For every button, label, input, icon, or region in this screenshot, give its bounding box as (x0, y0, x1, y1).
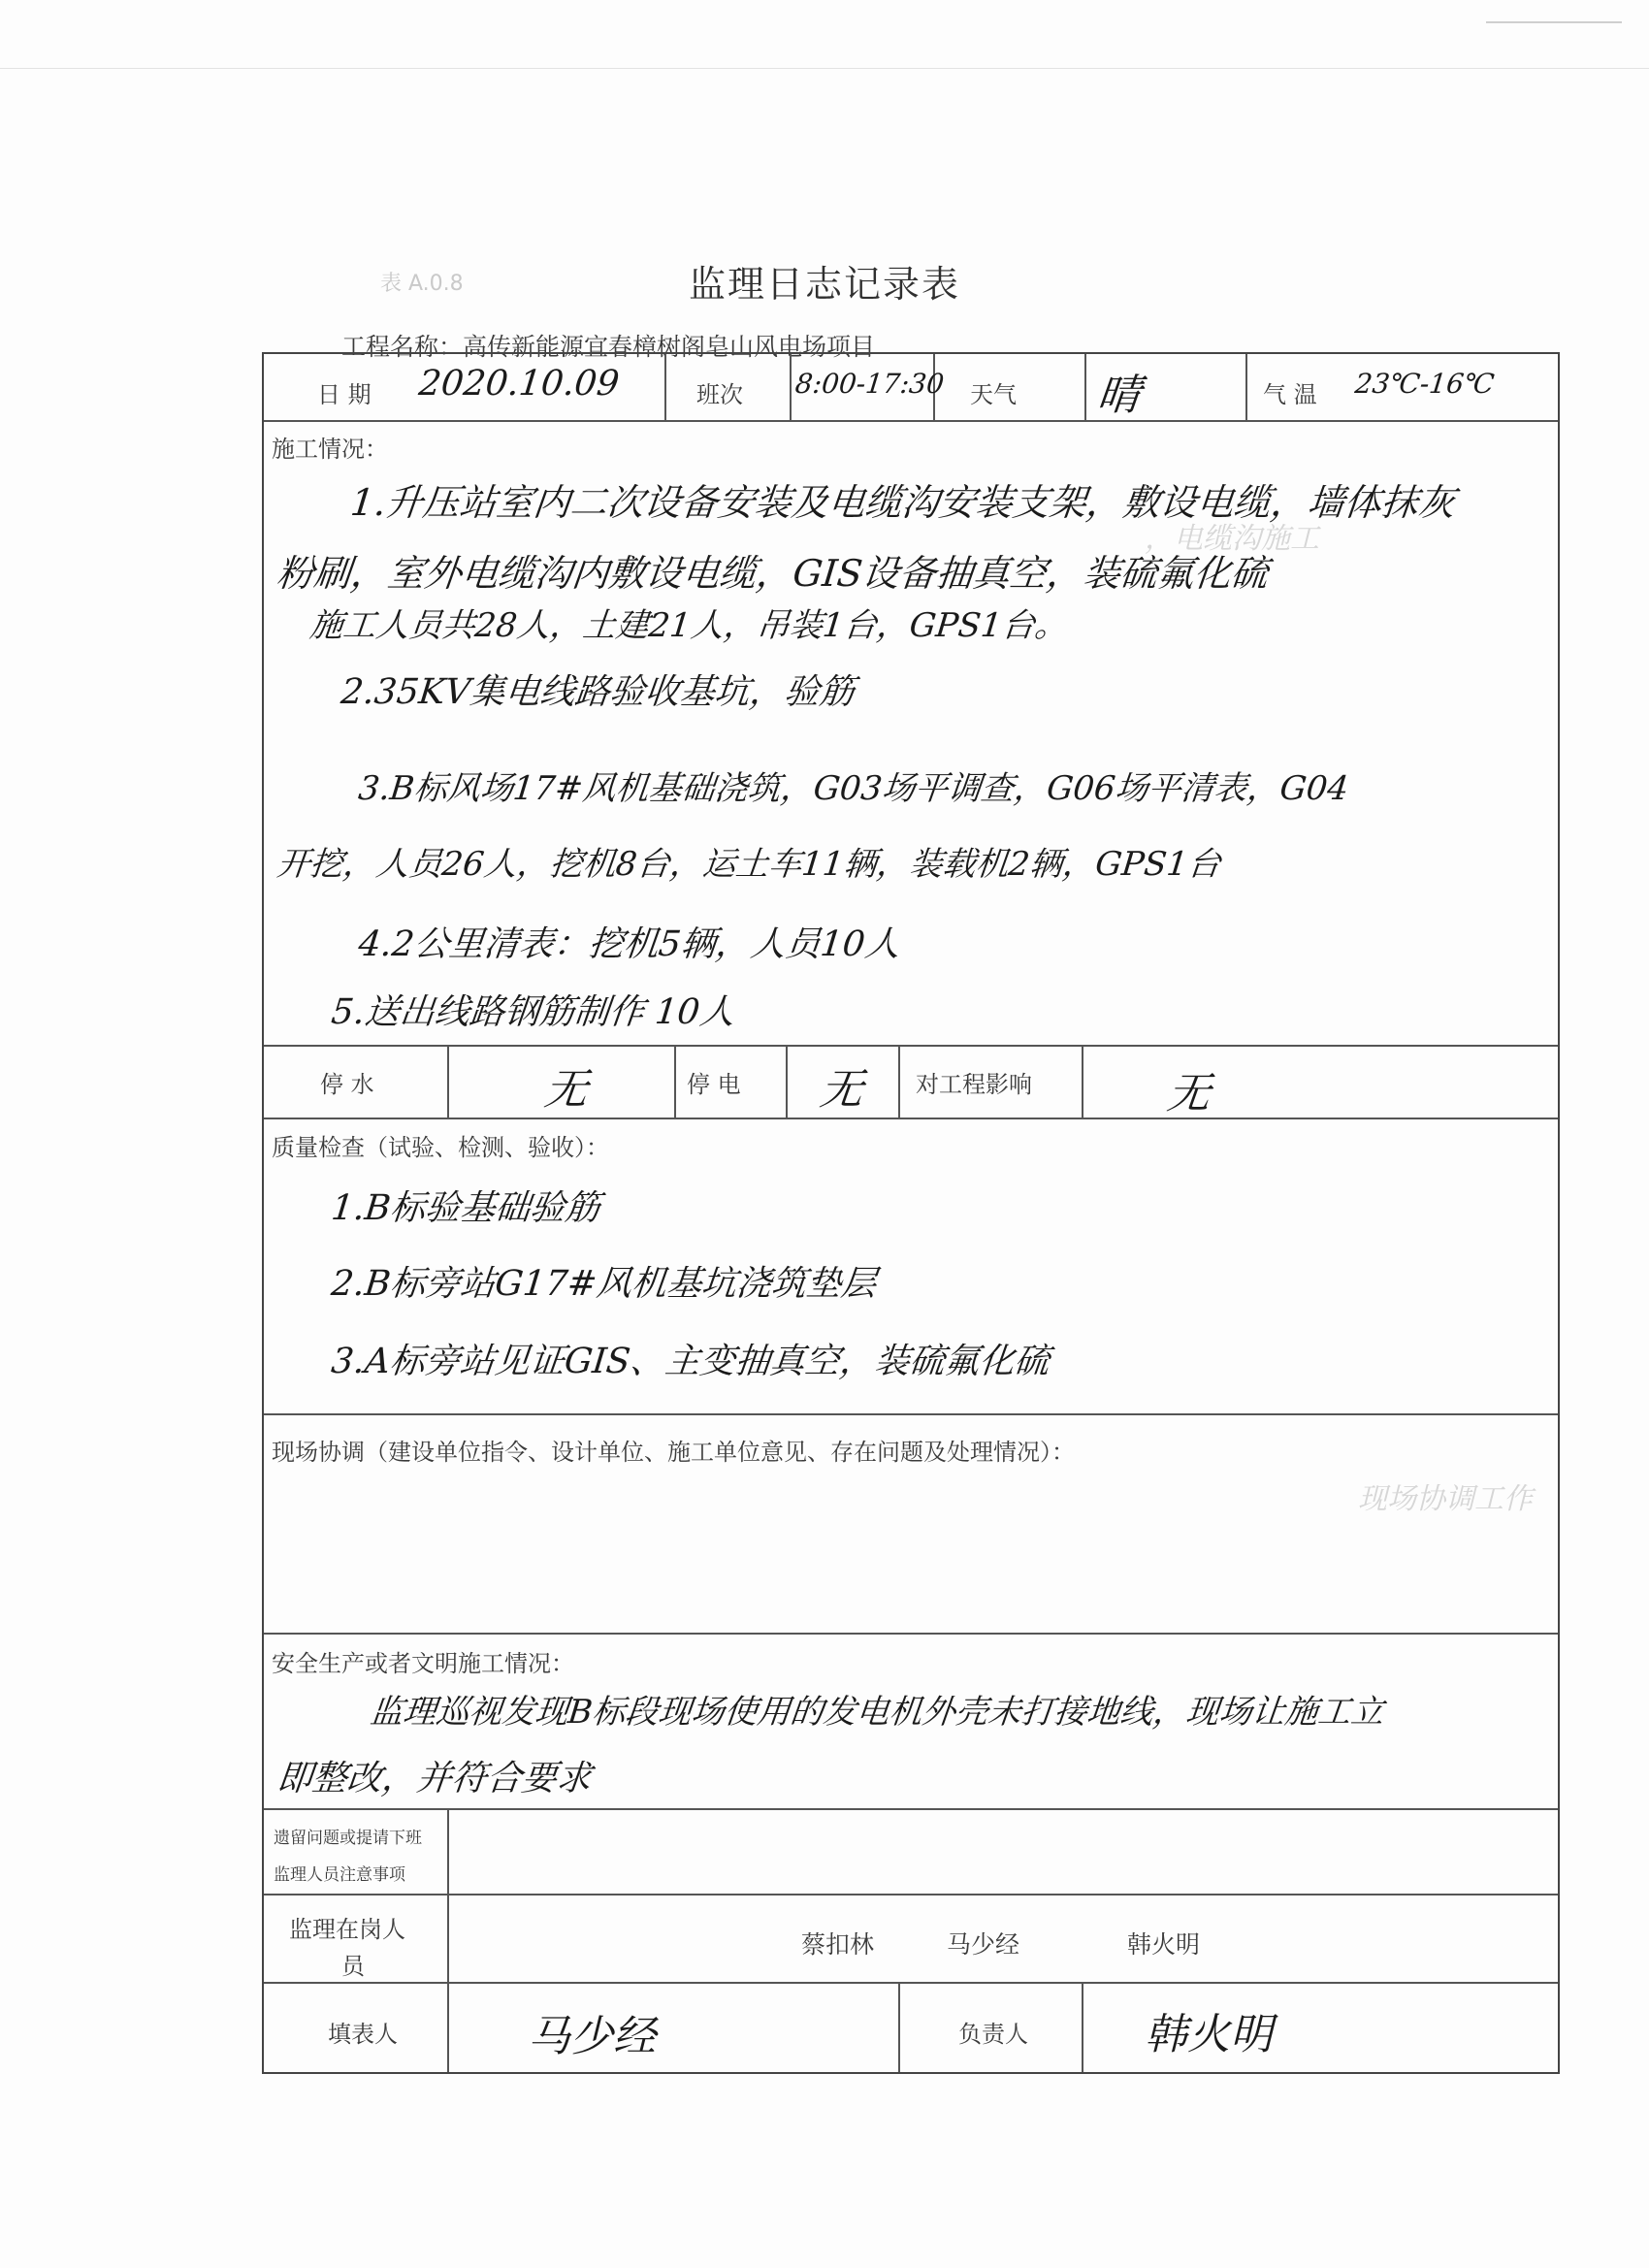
remaining-issues-label: 监理人员注意事项 (274, 1865, 405, 1885)
filler-label: 填表人 (328, 2021, 398, 2048)
scan-edge (0, 0, 1649, 69)
staff-name: 蔡扣林 (801, 1930, 875, 1959)
quality-check-label: 质量检查（试验、检测、验收）： (272, 1134, 609, 1161)
date-value: 2020.10.09 (416, 364, 622, 404)
impact-label: 对工程影响 (916, 1071, 1032, 1098)
coordination-label: 现场协调（建设单位指令、设计单位、施工单位意见、存在问题及处理情况）： (272, 1439, 1075, 1466)
quality-check-line: 3.A标旁站见证GIS、主变抽真空，装硫氟化硫 (329, 1342, 1051, 1381)
col-divider (786, 1045, 788, 1118)
col-divider (790, 354, 792, 420)
row-divider (264, 1633, 1558, 1635)
power-outage-label: 停 电 (687, 1071, 741, 1098)
page-title: 监理日志记录表 (688, 263, 960, 306)
form-code: 表 A.0.8 (380, 272, 464, 296)
row-divider (264, 1808, 1558, 1810)
safety-label: 安全生产或者文明施工情况： (272, 1650, 574, 1677)
row-divider (264, 1118, 1558, 1119)
bleed-through-text: ，电缆沟施工 (1145, 522, 1319, 556)
filler-signature: 马少经 (528, 2012, 656, 2061)
col-divider (1082, 1045, 1083, 1118)
staff-name: 马少经 (947, 1930, 1020, 1959)
col-divider (1084, 354, 1086, 420)
shift-value: 8:00-17:30 (793, 368, 946, 400)
date-label: 日 期 (317, 381, 372, 408)
row-divider (264, 1894, 1558, 1895)
construction-line: 开挖，人员26人，挖机8台，运土车11辆，装载机2辆，GPS1台 (275, 845, 1223, 884)
col-divider (447, 1045, 449, 1118)
col-divider (898, 1045, 900, 1118)
construction-line: 5.送出线路钢筋制作 10人 (329, 992, 737, 1032)
col-divider (1245, 354, 1247, 420)
quality-check-line: 1.B标验基础验筋 (329, 1188, 602, 1228)
row-divider (264, 1413, 1558, 1415)
construction-line: 施工人员共28人，土建21人，吊装1台，GPS1台。 (307, 606, 1070, 645)
staff-on-duty-label: 监理在岗人 (289, 1916, 405, 1943)
bleed-through-text: 现场协调工作 (1358, 1482, 1533, 1516)
construction-line: 3.B标风场17#风机基础浇筑，G03场平调查，G06场平清表，G04 (356, 769, 1351, 808)
construction-label: 施工情况： (272, 436, 388, 463)
row-divider (264, 420, 1558, 422)
safety-line: 即整改，并符合要求 (275, 1759, 594, 1798)
row-divider (264, 1982, 1558, 1984)
construction-line: 1.升压站室内二次设备安装及电缆沟安装支架，敷设电缆，墙体抹灰 (348, 481, 1458, 524)
temperature-label: 气 温 (1263, 381, 1317, 408)
col-divider (898, 1982, 900, 2072)
responsible-label: 负责人 (958, 2021, 1028, 2048)
weather-value: 晴 (1094, 371, 1144, 420)
construction-line: 粉刷，室外电缆沟内敷设电缆，GIS设备抽真空，装硫氟化硫 (275, 552, 1271, 595)
row-divider (264, 1045, 1558, 1047)
col-divider (447, 1808, 449, 2072)
temperature-value: 23℃-16℃ (1353, 368, 1497, 400)
col-divider (674, 1045, 676, 1118)
remaining-issues-label: 遗留问题或提请下班 (274, 1829, 422, 1848)
quality-check-line: 2.B标旁站G17#风机基坑浇筑垫层 (329, 1264, 879, 1304)
col-divider (664, 354, 666, 420)
construction-line: 2.35KV集电线路验收基坑，验筋 (339, 672, 857, 712)
water-outage-label: 停 水 (320, 1071, 374, 1098)
safety-line: 监理巡视发现B标段现场使用的发电机外壳未打接地线，现场让施工立 (368, 1693, 1386, 1732)
water-outage-value: 无 (541, 1065, 591, 1115)
construction-line: 4.2公里清表：挖机5辆，人员10人 (356, 924, 902, 964)
project-name: 工程名称：高传新能源宜春樟树阁皂山风电场项目 (341, 333, 876, 361)
col-divider (1082, 1982, 1083, 2072)
shift-label: 班次 (696, 381, 743, 408)
staff-name: 韩火明 (1127, 1930, 1201, 1959)
staff-on-duty-label: 员 (341, 1953, 365, 1980)
impact-value: 无 (1164, 1069, 1213, 1118)
power-outage-value: 无 (817, 1065, 866, 1115)
log-form (262, 352, 1560, 2074)
weather-label: 天气 (970, 381, 1017, 408)
responsible-signature: 韩火明 (1145, 2010, 1273, 2059)
